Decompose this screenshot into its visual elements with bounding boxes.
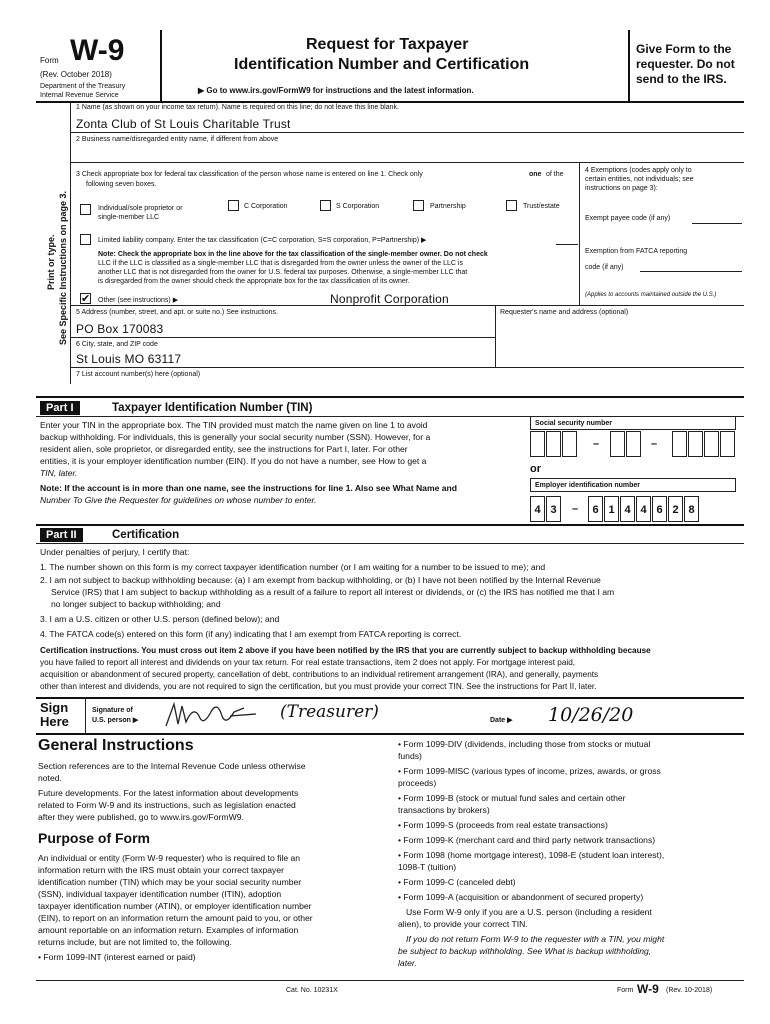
line3-label-a: 3 Check appropriate box for federal tax classification of the person whose name is entered on line 1. Check only — [76, 171, 423, 178]
date-field[interactable]: 10/26/20 — [548, 704, 634, 726]
gi-future-1: Future developments. For the latest information about developments — [38, 788, 299, 798]
fatca-applies-note: (Applies to accounts maintained outside the U.S.) — [585, 292, 717, 298]
trust-estate-checkbox[interactable] — [506, 200, 517, 211]
line3-label-d: following seven boxes. — [86, 181, 157, 188]
individual-label-2: single-member LLC — [98, 214, 160, 221]
llc-checkbox[interactable] — [80, 234, 91, 245]
use-form-1: Use Form W-9 only if you are a U.S. person (including a resident — [406, 907, 652, 917]
ssn-digit[interactable] — [530, 431, 545, 457]
line6-label: 6 City, state, and ZIP code — [76, 341, 158, 348]
exempt-payee-field[interactable] — [692, 223, 742, 224]
footer-form-number: W-9 — [637, 982, 659, 996]
catalog-number: Cat. No. 10231X — [286, 987, 338, 994]
other-value-field[interactable]: Nonprofit Corporation — [330, 292, 449, 306]
line7-label: 7 List account number(s) here (optional) — [76, 371, 201, 378]
department: Department of the Treasury — [40, 83, 126, 90]
part1-title: Taxpayer Identification Number (TIN) — [112, 402, 313, 414]
exemptions-line1: 4 Exemptions (codes apply only to — [585, 167, 692, 174]
part1-para-3: resident alien, sole proprietor, or disregarded entity, see the instructions for Part I, later. For other — [40, 444, 408, 454]
purpose-heading: Purpose of Form — [38, 830, 151, 846]
cert-instructions-4: other than interest and dividends, you are not required to sign the certification, but you must provide your correct TIN. See the instructions for Part II, later. — [40, 682, 597, 691]
title-line1: Request for Taxpayer — [306, 36, 469, 53]
irs-service: Internal Revenue Service — [40, 92, 119, 99]
s-corp-checkbox[interactable] — [320, 200, 331, 211]
sign-label: Sign — [40, 700, 69, 715]
ein-label: Employer identification number — [535, 482, 641, 489]
ein-digit[interactable]: 4 — [530, 496, 545, 522]
c-corp-checkbox[interactable] — [228, 200, 239, 211]
gi-future-2: related to Form W-9 and its instructions, such as legislation enacted — [38, 800, 296, 810]
city-state-zip-field[interactable]: St Louis MO 63117 — [76, 352, 182, 366]
bullet-1099-s: • Form 1099-S (proceeds from real estate transactions) — [398, 820, 608, 830]
llc-note-4: is disregarded from the owner should check the appropriate box for the tax classification of its owner. — [98, 278, 410, 285]
purpose-8: returns include, but are not limited to, the following. — [38, 937, 232, 947]
purpose-1: An individual or entity (Form W-9 requester) who is required to file an — [38, 853, 301, 863]
trust-estate-label: Trust/estate — [523, 203, 560, 210]
cert-item-2a: 2. I am not subject to backup withholding because: (a) I am exempt from backup withholding, or (b) I have not been notified by the Internal Revenue — [40, 575, 601, 585]
ssn-digit[interactable] — [688, 431, 703, 457]
date-label: Date ▶ — [490, 717, 513, 724]
ein-digit[interactable]: 1 — [604, 496, 619, 522]
bullet-1099-c: • Form 1099-C (canceled debt) — [398, 877, 516, 887]
give-form-line3: send to the IRS. — [636, 72, 727, 86]
cert-item-1: 1. The number shown on this form is my correct taxpayer identification number (or I am waiting for a number to be issued to me); and — [40, 562, 546, 572]
signature-title: (Treasurer) — [280, 702, 379, 722]
line1-label: 1 Name (as shown on your income tax return). Name is required on this line; do not leave this line blank. — [76, 104, 399, 111]
signature-label-2: U.S. person ▶ — [92, 717, 139, 724]
give-form-line2: requester. Do not — [636, 57, 735, 71]
gi-section-1: Section references are to the Internal Revenue Code unless otherwise — [38, 761, 306, 771]
part1-para-1: Enter your TIN in the appropriate box. The TIN provided must match the name given on line 1 to avoid — [40, 420, 428, 430]
ssn-digit[interactable] — [704, 431, 719, 457]
ssn-label-box — [530, 416, 736, 430]
signature-field[interactable] — [160, 698, 460, 732]
goto-link[interactable]: ▶ Go to www.irs.gov/FormW9 for instructions and the latest information. — [198, 86, 474, 95]
other-label: Other (see instructions) ▶ — [98, 297, 179, 304]
individual-checkbox[interactable] — [80, 204, 91, 215]
use-form-2: alien), to provide your correct TIN. — [398, 919, 528, 929]
purpose-2: information return with the IRS must obtain your correct taxpayer — [38, 865, 284, 875]
side-see-text: See Specific Instructions on page 3. — [58, 190, 68, 345]
bullet-1099-int: • Form 1099-INT (interest earned or paid) — [38, 952, 196, 962]
form-revision: (Rev. October 2018) — [40, 70, 112, 79]
side-print-text: Print or type. — [46, 234, 56, 290]
fatca-label-2: code (if any) — [585, 264, 624, 271]
llc-note-3: another LLC that is not disregarded from the owner for U.S. federal tax purposes. Otherwise, a single-member LLC that — [98, 269, 468, 276]
bullet-1099-misc-b: proceeds) — [398, 778, 437, 788]
part1-tag: Part I — [40, 401, 80, 415]
form-number: W-9 — [70, 34, 125, 67]
ssn-digit[interactable] — [562, 431, 577, 457]
line3-label-of: of the — [546, 171, 564, 178]
exemptions-line2: certain entities, not individuals; see — [585, 176, 694, 183]
part1-para-4: entities, it is your employer identification number (EIN). If you do not have a number, see How to get a — [40, 456, 427, 466]
bullet-1099-div-a: • Form 1099-DIV (dividends, including those from stocks or mutual — [398, 739, 651, 749]
cert-instructions-1: Certification instructions. You must cross out item 2 above if you have been notified by the IRS that you are currently subject to backup withholding because — [40, 646, 651, 655]
partnership-label: Partnership — [430, 203, 466, 210]
fatca-code-field[interactable] — [640, 271, 742, 272]
part1-note-2: Number To Give the Requester for guidelines on whose number to enter. — [40, 495, 317, 505]
bullet-1099-div-b: funds) — [398, 751, 422, 761]
or-label: or — [530, 463, 541, 475]
llc-note-2: LLC if the LLC is classified as a single-member LLC that is disregarded from the owner unless the owner of the LLC is — [98, 260, 463, 267]
fatca-label-1: Exemption from FATCA reporting — [585, 248, 688, 255]
purpose-7: amount reportable on an information return. Examples of information — [38, 925, 299, 935]
cert-item-2b: Service (IRS) that I am subject to backup withholding as a result of a failure to report all interest or dividends, or (c) the IRS has notified me that I am — [51, 587, 615, 597]
line3-label-one: one — [529, 171, 542, 178]
ein-label-box — [530, 478, 736, 492]
ssn-digit[interactable] — [626, 431, 641, 457]
bullet-1098-a: • Form 1098 (home mortgage interest), 1098-E (student loan interest), — [398, 850, 665, 860]
c-corp-label: C Corporation — [244, 203, 288, 210]
bullet-1099-k: • Form 1099-K (merchant card and third party network transactions) — [398, 835, 656, 845]
purpose-3: identification number (TIN) which may be your social security number — [38, 877, 302, 887]
signature-label-1: Signature of — [92, 707, 133, 714]
cert-instructions-2: you have failed to report all interest and dividends on your tax return. For real estate transactions, item 2 does not apply. For mortgage interest paid, — [40, 658, 576, 667]
ssn-dash: – — [651, 438, 658, 450]
part1-note-1: Note: If the account is in more than one name, see the instructions for line 1. Also see What Name and — [40, 483, 458, 493]
bullet-1099-a: • Form 1099-A (acquisition or abandonment of secured property) — [398, 892, 644, 902]
give-form-line1: Give Form to the — [636, 42, 732, 56]
ein-digit[interactable]: 6 — [652, 496, 667, 522]
bullet-1099-b-a: • Form 1099-B (stock or mutual fund sales and certain other — [398, 793, 626, 803]
other-checkbox[interactable]: ✔ — [81, 293, 91, 305]
ssn-digit[interactable] — [672, 431, 687, 457]
line5-label: 5 Address (number, street, and apt. or suite no.) See instructions. — [76, 309, 278, 316]
purpose-6: (EIN), to report on an information return the amount paid to you, or other — [38, 913, 313, 923]
part1-para-2: backup withholding. For individuals, this is generally your social security number (SSN). However, for a — [40, 432, 431, 442]
ein-digit[interactable]: 4 — [620, 496, 635, 522]
ssn-digit[interactable] — [546, 431, 561, 457]
partnership-checkbox[interactable] — [413, 200, 424, 211]
bullet-1098-b: 1098-T (tuition) — [398, 862, 457, 872]
cert-intro: Under penalties of perjury, I certify that: — [40, 547, 190, 557]
ein-digit[interactable]: 2 — [668, 496, 683, 522]
cert-item-2c: no longer subject to backup withholding; and — [51, 599, 221, 609]
llc-code-field[interactable] — [556, 244, 578, 245]
ein-digit[interactable]: 8 — [684, 496, 699, 522]
general-instructions-heading: General Instructions — [38, 737, 194, 754]
ein-dash: – — [572, 503, 579, 515]
ssn-digit[interactable] — [610, 431, 625, 457]
exempt-payee-label: Exempt payee code (if any) — [585, 215, 671, 222]
form-label: Form — [40, 56, 59, 65]
cert-instructions-3: acquisition or abandonment of secured property, cancellation of debt, contributions to an individual retirement arrangement (IRA), and generally, payments — [40, 670, 599, 679]
gi-section-2: noted. — [38, 773, 62, 783]
ssn-digit[interactable] — [720, 431, 735, 457]
ein-digit[interactable]: 3 — [546, 496, 561, 522]
part2-title: Certification — [112, 529, 180, 541]
bullet-1099-b-b: transactions by brokers) — [398, 805, 490, 815]
address-field[interactable]: PO Box 170083 — [76, 322, 164, 336]
part2-tag: Part II — [40, 528, 83, 542]
cert-item-4: 4. The FATCA code(s) entered on this form (if any) indicating that I am exempt from FATCA reporting is correct. — [40, 629, 462, 639]
part1-para-5: TIN, later. — [40, 468, 78, 478]
if-not-return-2: be subject to backup withholding. See What is backup withholding, — [398, 946, 652, 956]
footer-revision: (Rev. 10-2018) — [666, 987, 713, 994]
exemptions-line3: instructions on page 3): — [585, 185, 658, 192]
if-not-return-1: If you do not return Form W-9 to the requester with a TIN, you might — [406, 934, 665, 944]
purpose-4: (SSN), individual taxpayer identification number (ITIN), adoption — [38, 889, 282, 899]
bullet-1099-misc-a: • Form 1099-MISC (various types of income, prizes, awards, or gross — [398, 766, 661, 776]
ssn-label: Social security number — [535, 420, 613, 427]
llc-note-1: Note: Check the appropriate box in the line above for the tax classification of the single-member owner. Do not check — [98, 251, 488, 258]
llc-label: Limited liability company. Enter the tax classification (C=C corporation, S=S corporation, P=Partnership) ▶ — [98, 237, 427, 244]
footer-form-label: Form — [617, 987, 634, 994]
ein-digit[interactable]: 6 — [588, 496, 603, 522]
title-line2: Identification Number and Certification — [234, 56, 530, 73]
if-not-return-3: later. — [398, 958, 417, 968]
cert-item-3: 3. I am a U.S. citizen or other U.S. person (defined below); and — [40, 614, 280, 624]
s-corp-label: S Corporation — [336, 203, 380, 210]
requester-label: Requester's name and address (optional) — [500, 309, 629, 316]
line1-name-field[interactable]: Zonta Club of St Louis Charitable Trust — [76, 117, 291, 131]
ein-digit[interactable]: 4 — [636, 496, 651, 522]
gi-future-3: after they were published, go to www.irs.gov/FormW9. — [38, 812, 244, 822]
line2-label: 2 Business name/disregarded entity name, if different from above — [76, 136, 279, 143]
individual-label-1: Individual/sole proprietor or — [98, 205, 183, 212]
here-label: Here — [40, 714, 69, 729]
purpose-5: taxpayer identification number (ATIN), or employer identification number — [38, 901, 312, 911]
ssn-dash: – — [593, 438, 600, 450]
